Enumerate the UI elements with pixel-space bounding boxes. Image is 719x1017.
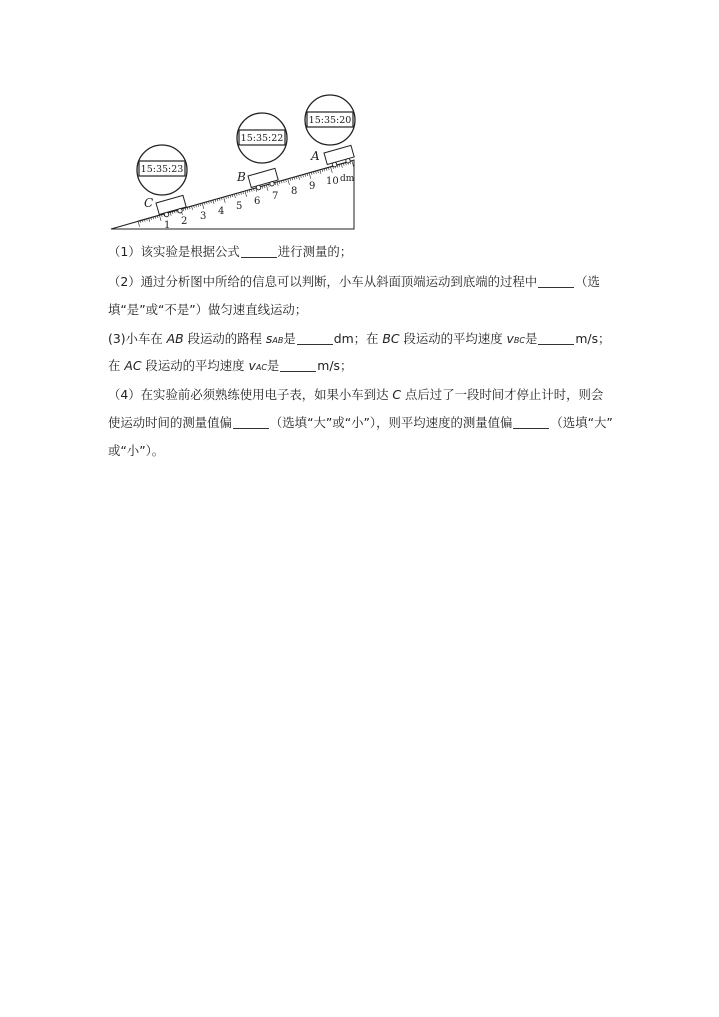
q3-segment-ab: AB xyxy=(166,331,184,346)
q2-text-b: （选 xyxy=(575,274,600,289)
ruler-tick xyxy=(279,181,280,183)
q3-subscript-bc: BC xyxy=(513,336,525,345)
q3-text: 是 xyxy=(283,331,296,346)
ruler-tick xyxy=(232,195,233,197)
ruler-tick xyxy=(249,190,250,192)
ruler-tick xyxy=(213,200,214,204)
timer-a-readout: 15:35:20 xyxy=(308,115,352,126)
ruler-tick xyxy=(288,179,290,185)
q4-blank-time[interactable] xyxy=(233,416,269,429)
q3-blank-sab[interactable] xyxy=(297,332,333,345)
q4-text: （选填“大”或“小”），则平均速度的测量值偏 xyxy=(269,415,513,430)
ruler-tick xyxy=(303,175,304,177)
stopwatch-c xyxy=(137,145,187,195)
ruler-tick xyxy=(331,167,333,173)
q3-text: 段运动的平均速度 xyxy=(399,331,507,346)
q3-text: m/s； xyxy=(317,358,353,373)
ruler-tick xyxy=(239,193,240,195)
ruler-tick xyxy=(326,168,327,170)
q4-text: （4）在实验前必须熟练使用电子表，如果小车到达 xyxy=(108,387,393,402)
ruler-tick xyxy=(254,189,255,191)
ruler-tick xyxy=(284,180,285,182)
cart-b xyxy=(248,168,279,191)
ruler-tick xyxy=(277,182,278,186)
ruler-tick xyxy=(264,186,265,188)
ruler-tick xyxy=(275,183,276,185)
ruler-tick xyxy=(224,197,226,203)
q3-text: dm；在 xyxy=(333,331,383,346)
ruler-tick xyxy=(192,206,193,210)
ruler-tick xyxy=(341,164,342,168)
ruler-number: 4 xyxy=(218,206,225,217)
ruler-tick xyxy=(311,172,312,174)
ruler-tick xyxy=(301,175,302,177)
ruler-tick xyxy=(159,215,161,221)
ruler-tick xyxy=(328,168,329,170)
q3-text: 是 xyxy=(266,358,280,373)
ruler-tick xyxy=(318,171,319,173)
q3-text: 段运动的路程 xyxy=(183,331,266,346)
ruler-tick xyxy=(339,165,340,167)
ruler-tick xyxy=(202,203,204,209)
question-3-line-1 xyxy=(108,329,610,347)
point-label-b: B xyxy=(237,170,246,184)
question-4-line-3 xyxy=(108,441,164,459)
q3-subscript-ac: AC xyxy=(255,363,267,372)
ruler-unit: dm xyxy=(340,174,355,184)
q2-text-a: （2）通过分析图中所给的信息可以判断，小车从斜面顶端运动到底端的过程中 xyxy=(108,274,538,289)
stopwatch-b xyxy=(237,113,287,163)
ruler-tick xyxy=(245,191,247,197)
q1-text-a: （1）该实验是根据公式 xyxy=(108,244,240,259)
ruler-number: 9 xyxy=(309,181,316,192)
ruler-number: 5 xyxy=(236,201,243,212)
point-label-a: A xyxy=(311,149,320,163)
q3-text: m/s； xyxy=(575,331,611,346)
timer-b-readout: 15:35:22 xyxy=(240,133,284,144)
ruler-tick xyxy=(346,163,347,165)
point-label-c: C xyxy=(144,196,154,210)
q4-text: 点后过了一段时间才停止计时，则会 xyxy=(401,387,604,402)
ruler-tick xyxy=(262,186,263,188)
ruler-tick xyxy=(294,177,295,179)
ruler-tick xyxy=(316,171,317,173)
ruler-number: 7 xyxy=(272,191,279,202)
ruler-tick xyxy=(343,163,344,165)
ruler-tick xyxy=(352,161,354,167)
ruler-tick xyxy=(307,174,308,176)
q4-text: （选填“大” xyxy=(550,415,613,430)
q3-symbol-v: v xyxy=(248,358,256,373)
q3-text: (3)小车在 xyxy=(108,331,167,346)
ruler-tick xyxy=(281,181,282,183)
experiment-figure xyxy=(108,90,370,232)
q3-segment-bc: BC xyxy=(382,331,400,346)
ruler-tick xyxy=(299,176,300,180)
ruler-tick xyxy=(313,172,314,174)
ruler-tick xyxy=(138,221,140,227)
question-4-line-1 xyxy=(108,385,603,403)
ruler-tick xyxy=(243,192,244,194)
q3-symbol-s: s xyxy=(265,331,273,346)
ruler-tick xyxy=(247,190,248,192)
q4-blank-speed[interactable] xyxy=(513,416,549,429)
ruler-tick xyxy=(337,165,338,167)
q1-text-b: 进行测量的； xyxy=(277,244,353,259)
q4-text: 或“小”）。 xyxy=(108,443,165,458)
ruler-tick xyxy=(266,185,268,191)
q3-blank-vbc[interactable] xyxy=(538,332,574,345)
ruler-tick xyxy=(324,169,325,171)
ruler-tick xyxy=(230,195,231,197)
ruler-tick xyxy=(322,169,323,171)
q3-text: 段运动的平均速度 xyxy=(141,358,249,373)
q4-text: 使运动时间的测量值偏 xyxy=(108,415,232,430)
q2-text-c: 填“是”或“不是”）做匀速直线运动； xyxy=(108,302,308,317)
cart-a xyxy=(324,145,355,168)
q1-blank[interactable] xyxy=(241,245,277,258)
ruler-tick xyxy=(296,177,297,179)
ruler-tick xyxy=(236,193,237,195)
ruler-number: 10 xyxy=(326,176,339,187)
question-2-line-2 xyxy=(108,300,307,318)
question-1 xyxy=(108,242,352,260)
q2-blank[interactable] xyxy=(538,275,574,288)
question-3-line-2 xyxy=(108,356,352,374)
q3-segment-ac: AC xyxy=(124,358,142,373)
ruler-tick xyxy=(305,174,306,176)
ruler-number: 1 xyxy=(164,220,171,231)
ruler-tick xyxy=(309,173,311,179)
ruler-number: 8 xyxy=(291,186,298,197)
ruler-tick xyxy=(290,178,291,180)
ruler-tick xyxy=(251,189,252,191)
ruler-number: 6 xyxy=(254,196,261,207)
stopwatch-a xyxy=(305,95,355,145)
q3-subscript-ab: AB xyxy=(272,336,284,345)
question-2-line-1 xyxy=(108,272,600,290)
ruler-tick xyxy=(292,178,293,180)
q3-text: 是 xyxy=(524,331,538,346)
ruler-tick xyxy=(269,184,270,186)
timer-c-readout: 15:35:23 xyxy=(140,164,184,175)
ruler-number: 2 xyxy=(181,216,188,227)
q3-blank-vac[interactable] xyxy=(280,359,316,372)
q3-text: 在 xyxy=(108,358,125,373)
ruler-tick xyxy=(234,194,235,198)
ruler-number: 3 xyxy=(200,211,207,222)
q3-symbol-v: v xyxy=(506,331,514,346)
ruler-tick xyxy=(320,170,321,174)
question-4-line-2 xyxy=(108,413,613,431)
q4-point-c: C xyxy=(392,387,402,402)
ruler-tick xyxy=(286,180,287,182)
ruler-tick xyxy=(241,192,242,194)
